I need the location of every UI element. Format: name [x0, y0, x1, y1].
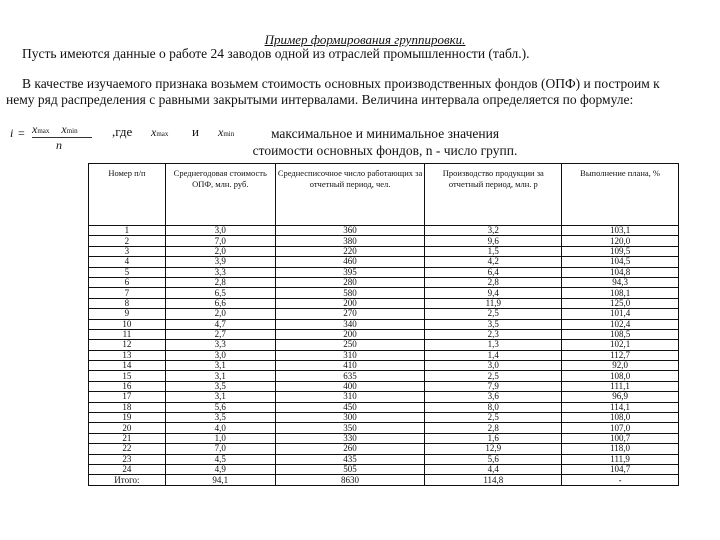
x-max-sub: max	[156, 130, 169, 138]
formula-lhs: i	[10, 126, 14, 140]
header-opf-cost: Среднегодовая стоимость ОПФ, млн. руб.	[165, 164, 275, 226]
cell-number: 21	[89, 433, 166, 443]
cell-production: 7,9	[425, 381, 562, 391]
cell-production: 2,8	[425, 277, 562, 287]
cell-plan: 107,0	[562, 423, 679, 433]
cell-plan: 94,3	[562, 277, 679, 287]
cell-workers: 400	[275, 381, 425, 391]
x-max-var: x	[151, 125, 157, 139]
cell-production: 2,5	[425, 371, 562, 381]
total-cell-production: 114,8	[425, 475, 562, 486]
total-cell-plan: -	[562, 475, 679, 486]
table-total-row	[89, 475, 679, 486]
cell-number: 10	[89, 319, 166, 329]
formula-numerator	[32, 122, 78, 137]
cell-workers: 435	[275, 454, 425, 464]
cell-number: 8	[89, 298, 166, 308]
table-row	[89, 257, 679, 267]
x-min-var: x	[218, 125, 224, 139]
cell-number: 12	[89, 340, 166, 350]
table-row	[89, 433, 679, 443]
table-row	[89, 298, 679, 308]
cell-workers: 450	[275, 402, 425, 412]
cell-workers: 260	[275, 444, 425, 454]
cell-number: 11	[89, 329, 166, 339]
cell-opf-cost: 3,1	[165, 361, 275, 371]
cell-plan: 102,1	[562, 340, 679, 350]
cell-opf-cost: 6,5	[165, 288, 275, 298]
cell-opf-cost: 3,1	[165, 392, 275, 402]
table-row	[89, 236, 679, 246]
table-row	[89, 350, 679, 360]
cell-opf-cost: 2,0	[165, 246, 275, 256]
table-row	[89, 246, 679, 256]
table-row	[89, 444, 679, 454]
formula-and: и	[192, 124, 199, 139]
cell-plan: 108,5	[562, 329, 679, 339]
numerator-x-max: x	[32, 122, 38, 136]
cell-workers: 310	[275, 392, 425, 402]
paragraph-method-line1: В качестве изучаемого признака возьмем стоимость основных производственных фондов (ОПФ) и построим к	[22, 76, 660, 91]
cell-number: 14	[89, 361, 166, 371]
cell-plan: 96,9	[562, 392, 679, 402]
cell-plan: 109,5	[562, 246, 679, 256]
cell-production: 1,6	[425, 433, 562, 443]
cell-opf-cost: 5,6	[165, 402, 275, 412]
table-row	[89, 319, 679, 329]
paragraph-method-line2: нему ряд распределения с равными закрытыми интервалами. Величина интервала определяется по формуле:	[6, 92, 634, 107]
cell-workers: 635	[275, 371, 425, 381]
x-min-symbol	[218, 125, 234, 140]
cell-number: 6	[89, 277, 166, 287]
table-row	[89, 267, 679, 277]
cell-production: 12,9	[425, 444, 562, 454]
cell-opf-cost: 3,5	[165, 381, 275, 391]
table-header-row	[89, 164, 679, 226]
numerator-sub-min: min	[66, 127, 78, 135]
cell-number: 15	[89, 371, 166, 381]
x-max-symbol	[151, 125, 168, 140]
table-row	[89, 340, 679, 350]
header-plan: Выполнение плана, %	[562, 164, 679, 226]
cell-plan: 111,9	[562, 454, 679, 464]
cell-production: 9,4	[425, 288, 562, 298]
cell-plan: 104,7	[562, 464, 679, 474]
table-row	[89, 277, 679, 287]
cell-workers: 460	[275, 257, 425, 267]
formula-equals: =	[18, 126, 25, 140]
cell-number: 16	[89, 381, 166, 391]
cell-plan: 112,7	[562, 350, 679, 360]
table-row	[89, 329, 679, 339]
paragraph-intro: Пусть имеются данные о работе 24 заводов одной из отраслей промышленности (табл.).	[22, 46, 530, 61]
cell-production: 2,5	[425, 413, 562, 423]
cell-plan: 104,5	[562, 257, 679, 267]
table-row	[89, 288, 679, 298]
table-row	[89, 464, 679, 474]
cell-number: 7	[89, 288, 166, 298]
total-cell-opf-cost: 94,1	[165, 475, 275, 486]
table-row	[89, 309, 679, 319]
table-row	[89, 423, 679, 433]
explanation-line2: стоимости основных фондов, n - число групп.	[252, 143, 518, 158]
cell-production: 4,2	[425, 257, 562, 267]
cell-production: 2,5	[425, 309, 562, 319]
cell-workers: 300	[275, 413, 425, 423]
cell-plan: 125,0	[562, 298, 679, 308]
cell-production: 8,0	[425, 402, 562, 412]
cell-plan: 100,7	[562, 433, 679, 443]
table-row	[89, 361, 679, 371]
cell-opf-cost: 3,0	[165, 350, 275, 360]
cell-production: 3,0	[425, 361, 562, 371]
formula-denominator: n	[56, 138, 62, 152]
cell-workers: 360	[275, 226, 425, 236]
header-production: Производство продукции за отчетный период, млн. р	[425, 164, 562, 226]
cell-opf-cost: 3,9	[165, 257, 275, 267]
cell-production: 2,8	[425, 423, 562, 433]
cell-opf-cost: 2,0	[165, 309, 275, 319]
cell-production: 1,5	[425, 246, 562, 256]
cell-plan: 114,1	[562, 402, 679, 412]
interval-formula	[10, 122, 260, 152]
cell-opf-cost: 7,0	[165, 444, 275, 454]
cell-number: 13	[89, 350, 166, 360]
cell-number: 4	[89, 257, 166, 267]
cell-plan: 111,1	[562, 381, 679, 391]
cell-plan: 118,0	[562, 444, 679, 454]
table-row	[89, 381, 679, 391]
cell-number: 22	[89, 444, 166, 454]
cell-plan: 104,8	[562, 267, 679, 277]
cell-opf-cost: 4,9	[165, 464, 275, 474]
cell-plan: 120,0	[562, 236, 679, 246]
cell-opf-cost: 2,7	[165, 329, 275, 339]
cell-opf-cost: 3,5	[165, 413, 275, 423]
total-cell-workers: 8630	[275, 475, 425, 486]
table-row	[89, 413, 679, 423]
cell-opf-cost: 2,8	[165, 277, 275, 287]
cell-workers: 330	[275, 433, 425, 443]
cell-production: 2,3	[425, 329, 562, 339]
cell-production: 1,3	[425, 340, 562, 350]
cell-workers: 220	[275, 246, 425, 256]
cell-workers: 250	[275, 340, 425, 350]
cell-workers: 310	[275, 350, 425, 360]
numerator-sub-max: max	[37, 127, 50, 135]
cell-workers: 280	[275, 277, 425, 287]
header-number: Номер п/п	[89, 164, 166, 226]
table-row	[89, 226, 679, 236]
cell-opf-cost: 4,0	[165, 423, 275, 433]
cell-number: 1	[89, 226, 166, 236]
formula-explanation	[250, 125, 520, 159]
cell-workers: 350	[275, 423, 425, 433]
cell-number: 2	[89, 236, 166, 246]
cell-opf-cost: 6,6	[165, 298, 275, 308]
cell-plan: 102,4	[562, 319, 679, 329]
cell-plan: 108,0	[562, 413, 679, 423]
header-workers: Среднесписочное число работающих за отчетный период, чел.	[275, 164, 425, 226]
table-row	[89, 402, 679, 412]
cell-plan: 92,0	[562, 361, 679, 371]
cell-production: 1,4	[425, 350, 562, 360]
cell-workers: 270	[275, 309, 425, 319]
cell-number: 24	[89, 464, 166, 474]
cell-number: 9	[89, 309, 166, 319]
cell-production: 5,6	[425, 454, 562, 464]
cell-plan: 108,1	[562, 288, 679, 298]
cell-workers: 580	[275, 288, 425, 298]
cell-opf-cost: 3,3	[165, 267, 275, 277]
fraction-bar	[32, 137, 92, 138]
cell-workers: 395	[275, 267, 425, 277]
table-row	[89, 392, 679, 402]
cell-number: 5	[89, 267, 166, 277]
explanation-line1: максимальное и минимальное значения	[270, 126, 500, 141]
total-cell-number: Итого:	[89, 475, 166, 486]
cell-opf-cost: 3,1	[165, 371, 275, 381]
document-title: Пример формирования группировки.	[264, 32, 466, 47]
cell-opf-cost: 4,5	[165, 454, 275, 464]
cell-production: 11,9	[425, 298, 562, 308]
cell-production: 6,4	[425, 267, 562, 277]
numerator-x-min: x	[61, 122, 67, 136]
cell-number: 18	[89, 402, 166, 412]
formula-where: ,где	[112, 124, 133, 139]
cell-opf-cost: 3,0	[165, 226, 275, 236]
cell-opf-cost: 3,3	[165, 340, 275, 350]
cell-number: 17	[89, 392, 166, 402]
table-row	[89, 454, 679, 464]
cell-number: 20	[89, 423, 166, 433]
x-min-sub: min	[223, 130, 235, 138]
table-row	[89, 371, 679, 381]
cell-workers: 340	[275, 319, 425, 329]
cell-workers: 505	[275, 464, 425, 474]
cell-workers: 200	[275, 298, 425, 308]
cell-production: 3,2	[425, 226, 562, 236]
cell-opf-cost: 4,7	[165, 319, 275, 329]
cell-number: 23	[89, 454, 166, 464]
factories-table	[88, 163, 679, 486]
cell-production: 3,6	[425, 392, 562, 402]
cell-number: 3	[89, 246, 166, 256]
cell-plan: 108,0	[562, 371, 679, 381]
cell-plan: 101,4	[562, 309, 679, 319]
cell-production: 4,4	[425, 464, 562, 474]
cell-workers: 410	[275, 361, 425, 371]
cell-plan: 103,1	[562, 226, 679, 236]
cell-number: 19	[89, 413, 166, 423]
cell-workers: 200	[275, 329, 425, 339]
cell-workers: 380	[275, 236, 425, 246]
cell-production: 3,5	[425, 319, 562, 329]
cell-production: 9,6	[425, 236, 562, 246]
cell-opf-cost: 7,0	[165, 236, 275, 246]
cell-opf-cost: 1,0	[165, 433, 275, 443]
